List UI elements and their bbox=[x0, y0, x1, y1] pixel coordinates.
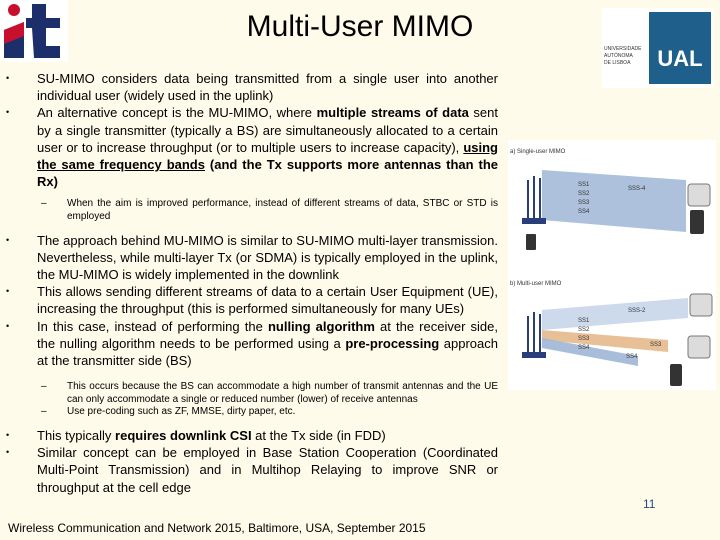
bullet-emphasis: requires downlink CSI bbox=[115, 428, 252, 444]
ue-label: SSS-4 bbox=[628, 186, 646, 192]
beam-shape bbox=[542, 298, 688, 330]
laptop-icon bbox=[688, 336, 710, 358]
bullet-emphasis: pre-processing bbox=[345, 335, 440, 351]
bullet-text: at the receiver side, the nulling algorithm needs to be performed using a bbox=[37, 318, 498, 351]
stream-label: SS1 bbox=[578, 182, 590, 188]
ue-label: SS4 bbox=[626, 354, 638, 360]
bullet-emphasis: (and the Tx supports more antennas than the Rx) bbox=[37, 157, 499, 190]
bullet-icon: • bbox=[6, 320, 10, 331]
bullet-mu-mimo bbox=[6, 104, 498, 190]
stream-label: SS2 bbox=[578, 327, 590, 333]
stream-label: SS3 bbox=[578, 336, 590, 342]
phone-icon bbox=[670, 364, 682, 386]
bullet-icon: • bbox=[6, 286, 10, 297]
base-station-icon bbox=[522, 352, 546, 358]
bullet-icon: • bbox=[6, 430, 10, 441]
it-logo bbox=[0, 0, 68, 62]
beam-shape bbox=[542, 170, 686, 232]
ual-text-line-3: DE LISBOA bbox=[604, 60, 631, 66]
ual-text-line-1: UNIVERSIDADE bbox=[604, 46, 642, 52]
phone-icon bbox=[690, 210, 704, 234]
subbullet-stbc bbox=[6, 198, 498, 223]
bullet-text: This typically bbox=[37, 428, 116, 444]
bullet-text: This allows sending different streams of data to a certain User Equipment (UE), increasing the throughput (this is performed simultaneously for many UEs) bbox=[37, 284, 498, 317]
footer-text: Wireless Communication and Network 2015, Baltimore, USA, September 2015 bbox=[8, 521, 426, 535]
mimo-figure bbox=[508, 140, 716, 390]
ual-mark: UAL bbox=[657, 46, 703, 71]
bullet-text: approach at the transmitter side (BS) bbox=[37, 335, 498, 369]
ue-label: SSS-2 bbox=[628, 308, 646, 314]
bullet-text: In this case, instead of performing the bbox=[37, 318, 268, 334]
subbullet-text: This occurs because the BS can accommodate a high number of transmit antennas and the UE can only accommodate a single or reduced number (lower) of receive antennas bbox=[67, 381, 498, 405]
bullet-emphasis: using the same frequency bands bbox=[37, 139, 498, 173]
bullet-text: at the Tx side (in FDD) bbox=[251, 428, 386, 444]
phone-icon bbox=[526, 234, 536, 250]
subbullet-text: When the aim is improved performance, instead of different streams of data, STBC or STD is employed bbox=[67, 198, 498, 223]
ual-text-line-2: AUTÓNOMA bbox=[604, 53, 633, 59]
base-station-icon bbox=[522, 218, 546, 224]
dash-icon: – bbox=[41, 381, 47, 393]
bullet-approach bbox=[6, 232, 498, 284]
stream-label: SS4 bbox=[578, 209, 590, 215]
bullet-csi bbox=[6, 427, 498, 444]
stream-label: SS2 bbox=[578, 191, 590, 197]
bullet-text: SU-MIMO considers data being transmitted from a single user into another individual user (widely used in the uplink) bbox=[37, 71, 498, 104]
dash-icon: – bbox=[41, 406, 47, 418]
laptop-icon bbox=[688, 184, 710, 206]
ue-label: SS3 bbox=[650, 342, 662, 348]
bullet-text: The approach behind MU-MIMO is similar to SU-MIMO multi-layer transmission. Nevertheless, while multi-layer Tx (or SDMA) is typically employed in the uplink, the MU-MIMO is widely implemented in the downlink bbox=[37, 232, 498, 283]
bullet-streams bbox=[6, 283, 498, 317]
bullet-text: sent by a single transmitter (typically a BS) are simultaneously allocated to a certain user or to increase throughput (or to multiple users to increase capacity), bbox=[37, 105, 498, 155]
ual-logo bbox=[602, 8, 714, 88]
bullet-comp bbox=[6, 444, 498, 496]
subbullet-precoding bbox=[6, 406, 498, 419]
bullet-list bbox=[6, 70, 498, 496]
bullet-nulling bbox=[6, 318, 498, 370]
stream-label: SS1 bbox=[578, 318, 590, 324]
stream-label: SS3 bbox=[578, 200, 590, 206]
bullet-text: An alternative concept is the MU-MIMO, where bbox=[37, 105, 317, 121]
stream-label: SS4 bbox=[578, 345, 590, 351]
bullet-icon: • bbox=[6, 447, 10, 458]
panel-a-title: a) Single-user MIMO bbox=[510, 149, 566, 155]
bullet-text: Similar concept can be employed in Base Station Cooperation (Coordinated Multi-Point Transmission) and in Multihop Relaying to improve SNR or throughput at the cell edge bbox=[37, 445, 498, 495]
bullet-su-mimo bbox=[6, 70, 498, 104]
bullet-emphasis: nulling algorithm bbox=[267, 318, 375, 334]
subbullet-text: Use pre-coding such as ZF, MMSE, dirty paper, etc. bbox=[67, 406, 296, 418]
bullet-icon: • bbox=[6, 234, 10, 245]
panel-b-title: b) Multi-user MIMO bbox=[510, 281, 562, 287]
bullet-icon: • bbox=[6, 107, 10, 118]
bullet-emphasis: multiple streams of data bbox=[316, 105, 469, 121]
subbullet-antennas bbox=[6, 381, 498, 406]
page-number: 11 bbox=[643, 497, 656, 511]
dash-icon: – bbox=[41, 198, 47, 210]
slide-title: Multi-User MIMO bbox=[246, 10, 474, 43]
laptop-icon bbox=[690, 294, 712, 316]
bullet-icon: • bbox=[6, 73, 10, 83]
